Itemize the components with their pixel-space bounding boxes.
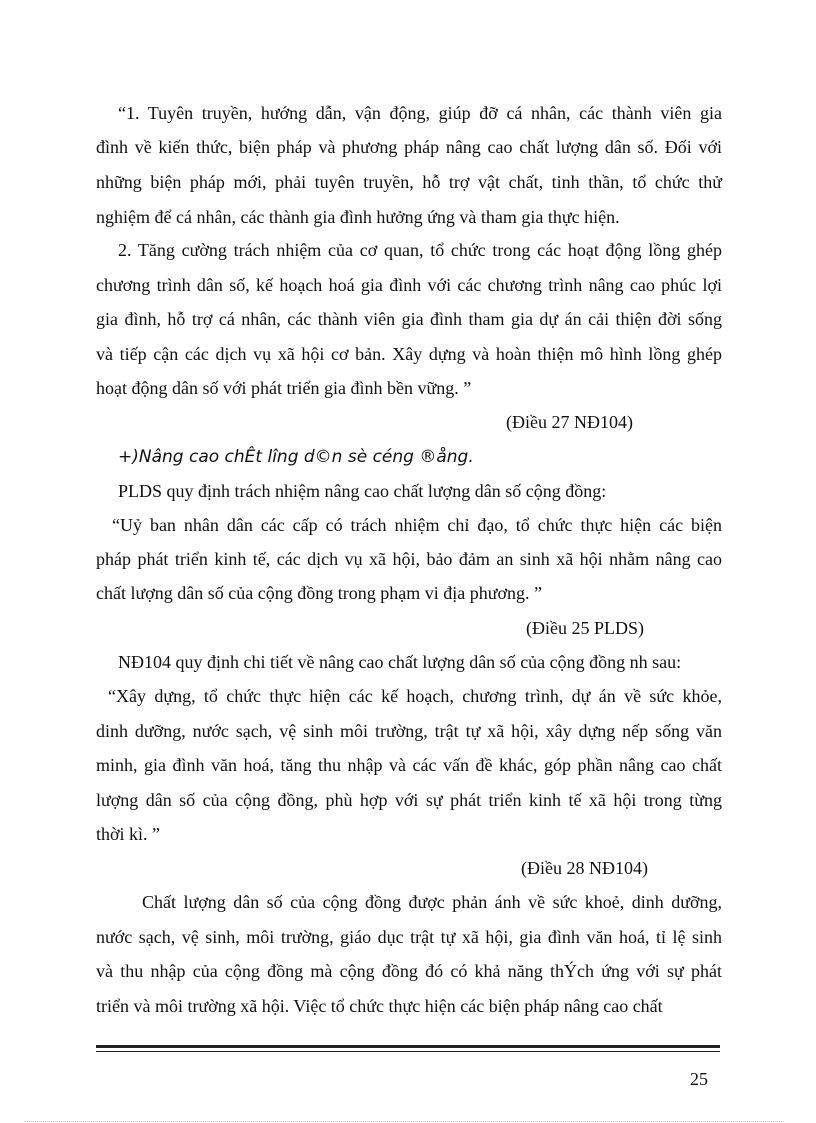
body-text-line: đình về kiến thức, biện pháp và phương pháp nâng cao chất lượng dân số. Đối với — [96, 137, 722, 157]
body-text-line: pháp phát triển kinh tế, các dịch vụ xã hội, bảo đảm an sinh xã hội nhằm nâng cao — [96, 549, 722, 569]
footer-rule-thin — [96, 1051, 720, 1052]
body-text-line: nước sạch, vệ sinh, môi trường, giáo dục trật tự xã hội, gia đình văn hoá, tỉ lệ sinh — [96, 927, 722, 947]
body-text-line: hoạt động dân số với phát triển gia đình bền vững. ” — [96, 378, 472, 398]
page-number: 25 — [690, 1069, 708, 1089]
body-text-line: nghiệm để cá nhân, các thành gia đình hưởng ứng và tham gia thực hiện. — [96, 207, 620, 227]
body-text-line: dinh dưỡng, nước sạch, vệ sinh môi trường, trật tự xã hội, xây dựng nếp sống văn — [96, 721, 722, 741]
footer-rule-thick — [96, 1045, 720, 1048]
body-text-line: và thu nhập của cộng đồng mà cộng đồng đó có khả năng thÝch ứng với sự phát — [96, 961, 722, 981]
citation-note: (Điều 27 NĐ104) — [506, 412, 633, 432]
body-text-line: “Xây dựng, tổ chức thực hiện các kế hoạch, chương trình, dự án về sức khỏe, — [108, 686, 722, 706]
body-text-line: triển và môi trường xã hội. Việc tổ chức thực hiện các biện pháp nâng cao chất — [96, 996, 663, 1016]
body-text-line: lượng dân số của cộng đồng, phù hợp với sự phát triển kinh tế xã hội trong từng — [96, 790, 722, 810]
body-text-line: 2. Tăng cường trách nhiệm của cơ quan, tổ chức trong các hoạt động lồng ghép — [118, 240, 722, 260]
citation-note: (Điều 28 NĐ104) — [521, 858, 648, 878]
body-text-line: “1. Tuyên truyền, hướng dẫn, vận động, giúp đỡ cá nhân, các thành viên gia — [118, 103, 722, 123]
body-text-line: NĐ104 quy định chi tiết về nâng cao chất lượng dân số của cộng đồng nh sau: — [118, 652, 682, 672]
body-text-line: chất lượng dân số của cộng đồng trong phạm vi địa phương. ” — [96, 583, 542, 603]
citation-note: (Điều 25 PLDS) — [526, 618, 644, 638]
body-text-line: Chất lượng dân số của cộng đồng được phản ánh về sức khoẻ, dinh dưỡng, — [142, 892, 722, 912]
body-text-line: “Uỷ ban nhân dân các cấp có trách nhiệm chỉ đạo, tổ chức thực hiện các biện — [112, 515, 722, 535]
body-text-line: PLDS quy định trách nhiệm nâng cao chất lượng dân số cộng đồng: — [118, 481, 607, 501]
body-text-line: những biện pháp mới, phải tuyên truyền, hỗ trợ vật chất, tinh thần, tổ chức thử — [96, 172, 722, 192]
body-text-line: thời kì. ” — [96, 824, 161, 844]
section-heading: +)Nâng cao chÊt lîng d©n sè céng ®ång. — [118, 447, 474, 467]
body-text-line: chương trình dân số, kế hoạch hoá gia đình với các chương trình nâng cao phúc lợi — [96, 275, 722, 295]
body-text-line: minh, gia đình văn hoá, tăng thu nhập và các vấn đề khác, góp phần nâng cao chất — [96, 755, 722, 775]
page-edge-dotted-border — [24, 1121, 784, 1122]
body-text-line: gia đình, hỗ trợ cá nhân, các thành viên gia đình tham gia dự án cải thiện đời sống — [96, 309, 722, 329]
body-text-line: và tiếp cận các dịch vụ xã hội cơ bản. Xây dựng và hoàn thiện mô hình lồng ghép — [96, 344, 722, 364]
